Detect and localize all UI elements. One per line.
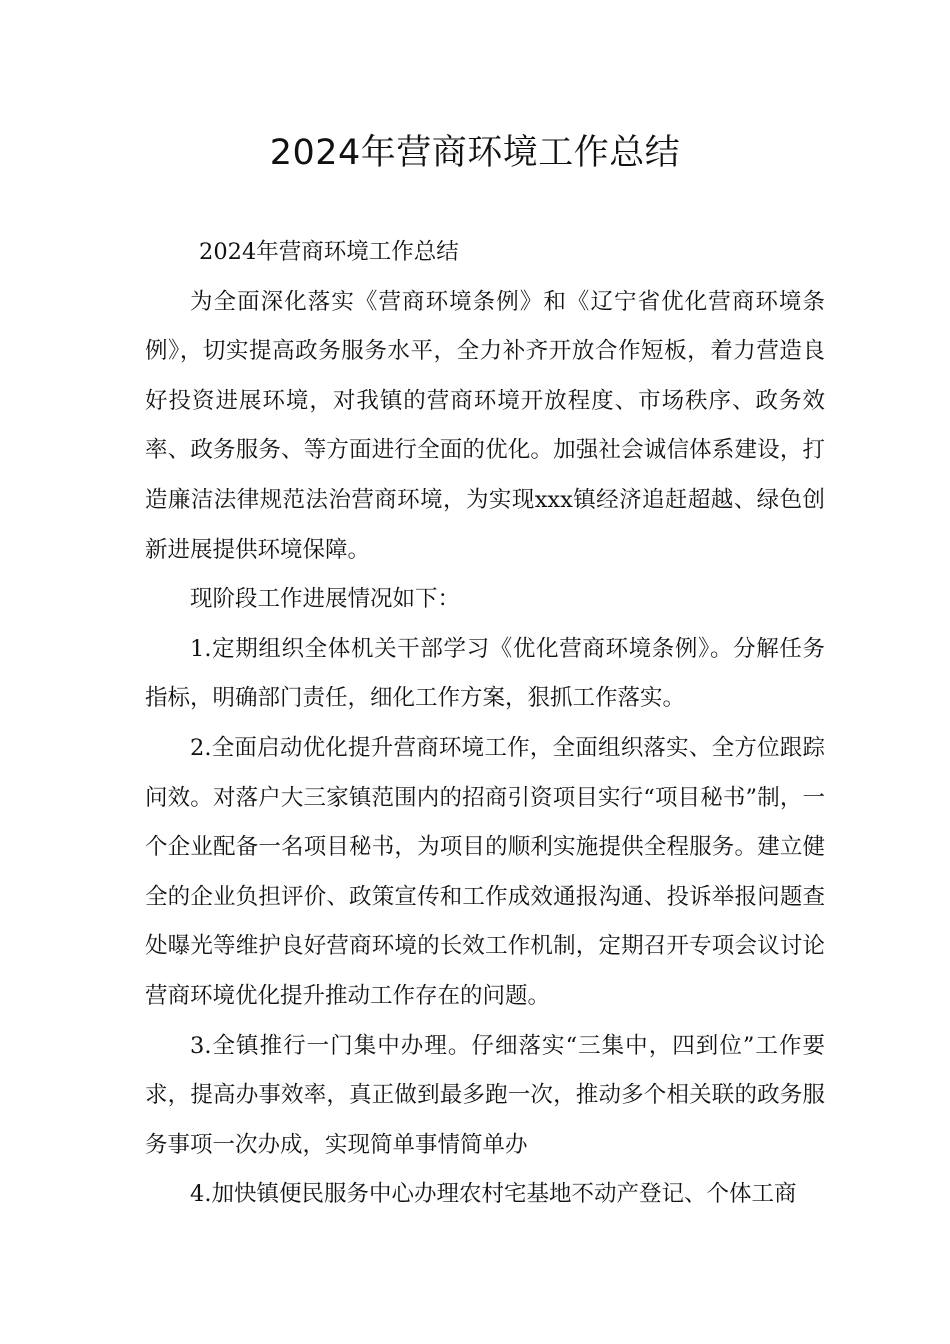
document-body bbox=[145, 228, 825, 1220]
paragraph-progress-heading: 现阶段工作进展情况如下： bbox=[190, 586, 461, 613]
paragraph-item-4: 4.加快镇便民服务中心办理农村宅基地不动产登记、个体工商 bbox=[190, 1181, 797, 1208]
paragraph-item-2: 2.全面启动优化提升营商环境工作，全面组织落实、全方位跟踪问效。对落户大三家镇范围内的招商引资项目实行“项目秘书”制，一个企业配备一名项目秘书，为项目的顺利实施提供全程服务。建立健全的企业负担评价、政策宣传和工作成效通报沟通、投诉举报问题查处曝光等维护良好营商环境的长效工作机制，定期召开专项会议讨论营商环境优化提升推动工作存在的问题。 bbox=[145, 734, 825, 1009]
document-subtitle: 2024年营商环境工作总结 bbox=[199, 239, 459, 265]
paragraph-item-3: 3.全镇推行一门集中办理。仔细落实“三集中，四到位”工作要求，提高办事效率，真正做到最多跑一次，推动多个相关联的政务服务事项一次办成，实现简单事情简单办 bbox=[145, 1032, 825, 1158]
paragraph-intro: 为全面深化落实《营商环境条例》和《辽宁省优化营商环境条例》，切实提高政务服务水平，全力补齐开放合作短板，着力营造良好投资进展环境，对我镇的营商环境开放程度、市场秩序、政务效率、政务服务、等方面进行全面的优化。加强社会诚信体系建设，打造廉洁法律规范法治营商环境，为实现xxx镇经济追赶超越、绿色创新进展提供环境保障。 bbox=[145, 288, 825, 563]
paragraph-item-1: 1.定期组织全体机关干部学习《优化营商环境条例》。分解任务指标，明确部门责任，细化工作方案，狠抓工作落实。 bbox=[145, 635, 825, 712]
document-title: 2024年营商环境工作总结 bbox=[269, 133, 681, 173]
